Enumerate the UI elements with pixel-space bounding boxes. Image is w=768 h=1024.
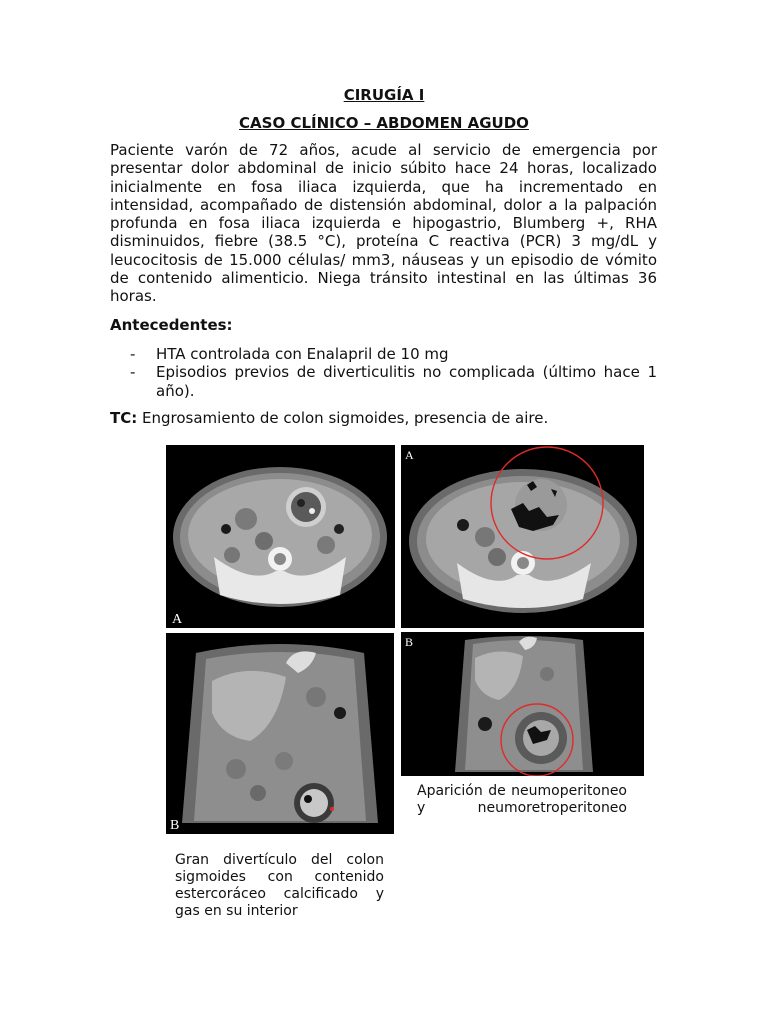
list-item xyxy=(110,363,657,400)
ct-coronal-left-image xyxy=(166,633,394,834)
ct-finding: Engrosamiento de colon sigmoides, presencia de aire. xyxy=(142,409,549,427)
history-item-text: HTA controlada con Enalapril de 10 mg xyxy=(156,345,449,363)
right-figure-caption: Aparición de neumoperitoneo y neumoretroperitoneo xyxy=(417,783,627,816)
panel-label-right-a: A xyxy=(405,448,414,462)
ct-label: TC: xyxy=(110,409,138,427)
course-title: CIRUGÍA I xyxy=(343,86,425,104)
ct-axial-right-image xyxy=(401,445,644,628)
case-description: Paciente varón de 72 años, acude al servicio de emergencia por presentar dolor abdominal de inicio súbito hace 24 horas, localizado inicialmente en fosa iliaca izquierda, que ha incrementado en intensidad, acompañado de distensión abdominal, dolor a la palpación profunda en fosa iliaca izquierda e hipogastrio, Blumberg +, RHA disminuidos, fiebre (38.5 °C), proteína C reactiva (PCR) 3 mg/dL y leucocitosis de 15.000 células/ mm3, náuseas y un episodio de vómito de contenido alimenticio. Niega tránsito intestinal en las últimas 36 horas. xyxy=(110,141,657,306)
panel-label-right-b: B xyxy=(405,635,414,649)
left-figure-caption: Gran divertículo del colon sigmoides con contenido estercoráceo calcificado y gas en su interior xyxy=(175,852,384,919)
dash-bullet: - xyxy=(130,345,136,363)
panel-label-left-a: A xyxy=(172,612,183,627)
history-heading: Antecedentes: xyxy=(110,316,233,334)
ct-coronal-right-image xyxy=(401,632,644,776)
case-title: CASO CLÍNICO – ABDOMEN AGUDO xyxy=(239,114,529,132)
dash-bullet: - xyxy=(130,363,136,382)
list-item xyxy=(110,345,657,363)
history-item-text: Episodios previos de diverticulitis no complicada (último hace 1 año). xyxy=(156,363,657,400)
ct-finding-line xyxy=(110,409,548,427)
ct-axial-left-image xyxy=(166,445,395,628)
right-caption-box xyxy=(417,783,627,823)
panel-label-left-b: B xyxy=(170,818,180,833)
history-list xyxy=(110,345,657,400)
